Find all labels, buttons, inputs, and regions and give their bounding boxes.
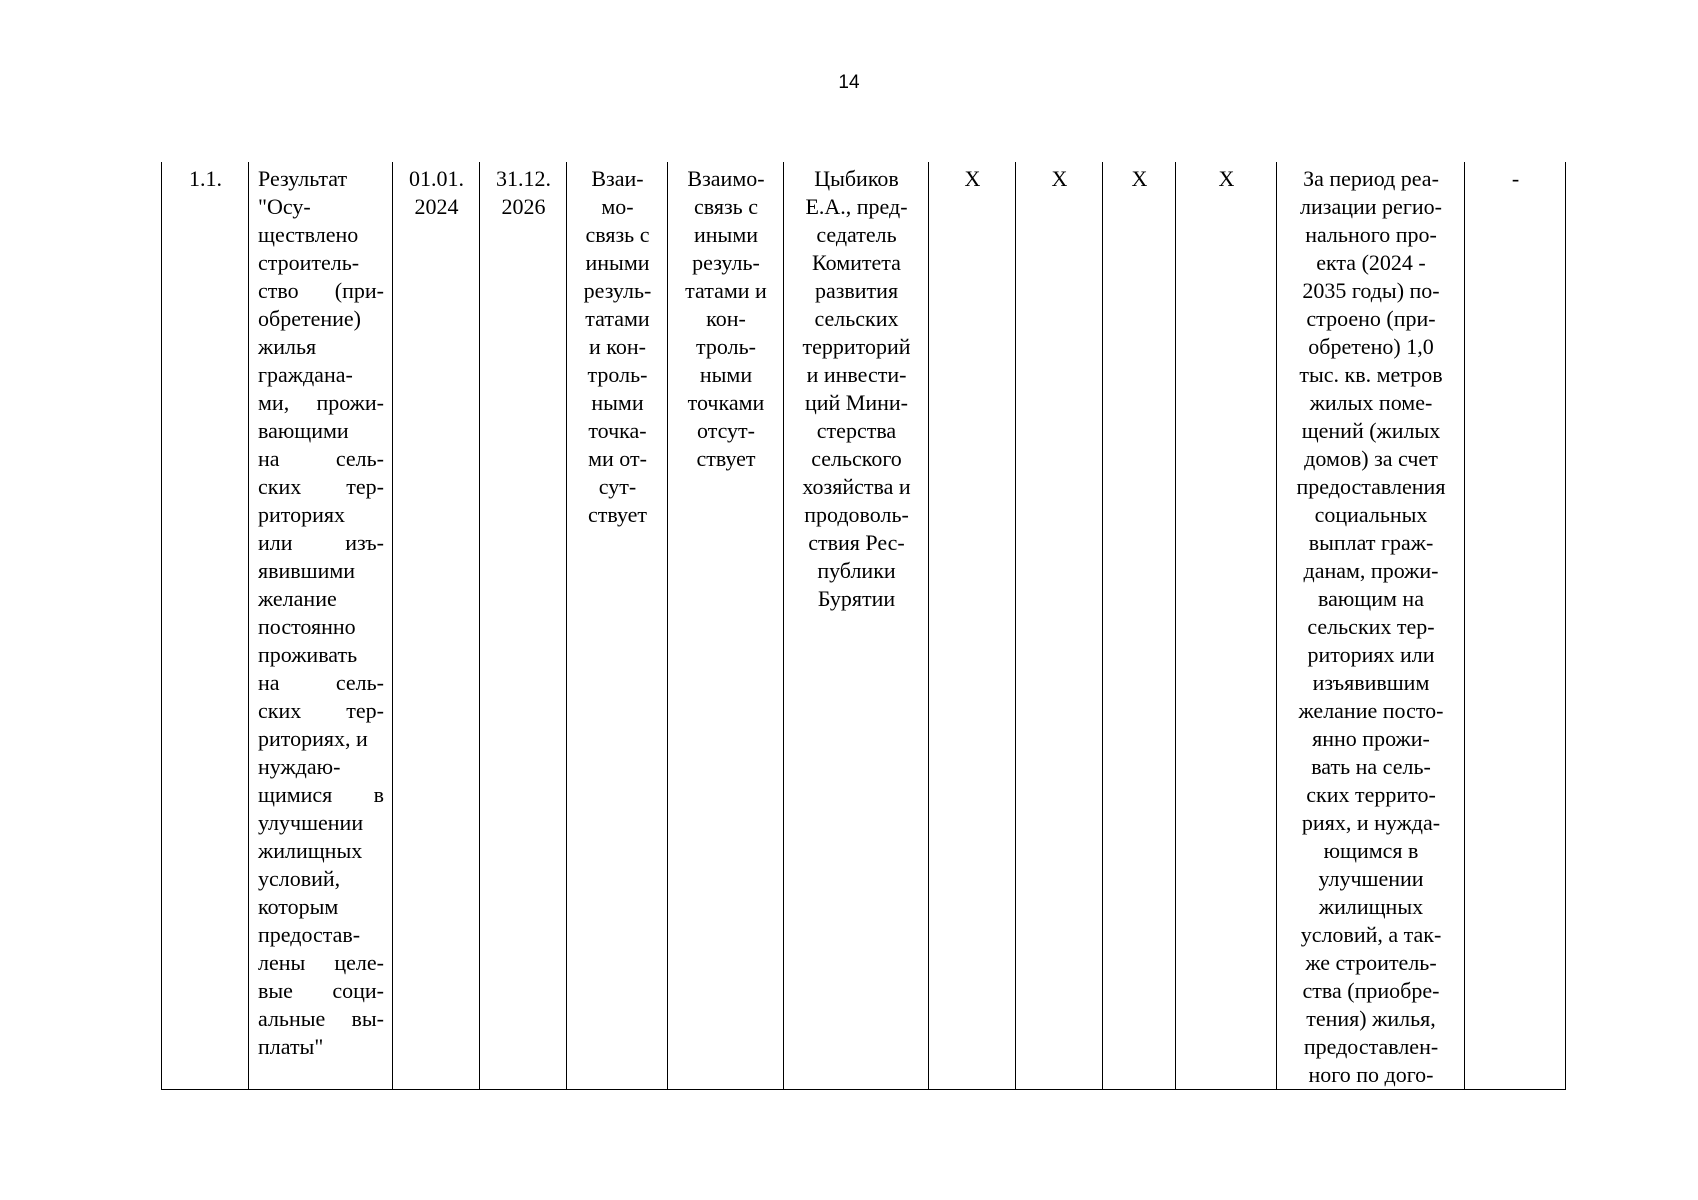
result-name-line: щимися в [258,782,384,807]
last-value-cell [1465,162,1566,1090]
description-line: екта (2024 - [1316,250,1426,275]
result-name-line: на сель- [258,670,384,695]
result-name-line: ских тер- [258,698,384,723]
result-name-line: жилья [258,334,317,359]
description-line: жилищных [1318,894,1424,919]
result-name-line: на сель- [258,446,384,471]
result-name-line: ство (при- [258,278,384,303]
description-line: изъявившим [1312,670,1430,695]
relation-text-line: Взаи- [591,166,644,191]
x-mark-cell-2 [1016,162,1103,1090]
result-name-line: предостав- [258,922,361,947]
x-mark-cell-1 [929,162,1016,1090]
description-line: нального про- [1305,222,1437,247]
result-name-line: риториях [258,502,345,527]
result-name-line: строитель- [258,250,360,275]
description-line: риях, и нужда- [1301,810,1441,835]
responsible-line: Комитета [812,250,901,275]
description-line: строено (при- [1306,306,1436,331]
description-line: улучшении [1318,866,1424,891]
description-line: тения) жилья, [1306,1006,1436,1031]
relation-cell-2 [668,162,784,1090]
result-name-line: явившими [258,558,356,583]
description-line: обретено) 1,0 [1308,334,1434,359]
description-line: социальных [1314,502,1428,527]
description-line: За период реа- [1303,166,1439,191]
relation-text-line: татами и [685,278,767,303]
relation-text-line: отсут- [696,418,755,443]
responsible-line: публики [817,558,896,583]
relation-text-line: сут- [598,474,637,499]
relation-text-line: ствует [587,502,648,527]
result-name-line: ми, прожи- [258,390,384,415]
result-name-line: или изъ- [258,530,384,555]
description-line: ства (приобре- [1302,978,1440,1003]
description-line: вать на сель- [1311,754,1431,779]
result-name-line: платы" [258,1034,324,1059]
description-line: же строитель- [1305,950,1437,975]
x-mark: X [1131,166,1148,191]
responsible-line: сельского [811,446,902,471]
description-line: лизации регио- [1300,194,1442,219]
responsible-line: Цыбиков [814,166,899,191]
description-line: сельских тер- [1307,614,1435,639]
responsible-line: стерства [816,418,897,443]
results-table [161,162,1566,1090]
result-name-line: улучшении [258,810,364,835]
responsible-line: продоволь- [804,502,909,527]
responsible-line: ций Мини- [804,390,909,415]
result-name-line: постоянно [258,614,356,639]
responsible-line: сельских [814,306,899,331]
responsible-line: хозяйства и [802,474,911,499]
description-line: жилых поме- [1309,390,1433,415]
relation-text-line: татами [585,306,650,331]
description-line: вающим на [1318,586,1424,611]
result-name-line: ществлено [258,222,359,247]
relation-text-line: иными [585,250,650,275]
relation-text-line: связь с [585,222,650,247]
page-number: 14 [838,72,860,93]
relation-text-line: троль- [587,362,648,387]
row-number-cell [162,162,249,1090]
relation-text-line: точками [687,390,765,415]
description-line: ющимся в [1323,838,1419,863]
description-line: предоставления [1296,474,1446,499]
result-name-line: жилищных [258,838,363,863]
x-mark: X [964,166,981,191]
description-line: 2035 годы) по- [1302,278,1440,303]
result-name-line: условий, [258,866,341,891]
result-name-line: "Осу- [258,194,311,219]
relation-text-line: связь с [694,194,758,219]
result-name-line: альные вы- [258,1006,384,1031]
result-name-line: граждана- [258,362,353,387]
last-value: - [1511,166,1520,191]
responsible-line: территорий [802,334,911,359]
relation-text-line: резуль- [692,250,760,275]
relation-cell-1 [567,162,668,1090]
description-line: домов) за счет [1304,446,1438,471]
result-name-line: риториях, и [258,726,368,751]
relation-text-line: ствует [696,446,756,471]
end-date-line: 31.12. [496,166,551,191]
result-name-line: которым [258,894,339,919]
description-line: щений (жилых [1301,418,1441,443]
result-name-line: лены целе- [258,950,384,975]
result-name-line: нуждаю- [258,754,341,779]
description-cell [1277,162,1465,1090]
relation-text-line: мо- [601,194,634,219]
description-line: тыс. кв. метров [1299,362,1443,387]
relation-text-line: ми от- [588,446,647,471]
responsible-cell [784,162,929,1090]
description-line: выплат граж- [1308,530,1434,555]
description-line: предоставлен- [1303,1034,1439,1059]
responsible-line: Бурятии [817,586,896,611]
relation-text-line: точка- [588,418,647,443]
table-row [162,162,1566,1090]
result-name-line: Результат [258,166,348,191]
responsible-line: ствия Рес- [808,530,905,555]
result-name-line: вающими [258,418,349,443]
x-mark-cell-4 [1176,162,1277,1090]
x-mark: X [1218,166,1235,191]
result-name-cell [249,162,393,1090]
x-mark: X [1051,166,1068,191]
responsible-line: и инвести- [806,362,907,387]
relation-text-line: иными [693,222,759,247]
description-line: ских террито- [1306,782,1436,807]
relation-text-line: Взаимо- [687,166,765,191]
description-line: условий, а так- [1300,922,1442,947]
result-name-line: желание [258,586,337,611]
result-name-line: вые соци- [258,978,384,1003]
start-date-cell [393,162,480,1090]
end-date-cell [480,162,567,1090]
responsible-line: седатель [816,222,897,247]
row-number: 1.1. [189,166,222,191]
relation-text-line: резуль- [583,278,652,303]
responsible-line: развития [814,278,899,303]
relation-text-line: троль- [696,334,756,359]
relation-text-line: ными [591,390,644,415]
description-line: риториях или [1307,642,1435,667]
result-name-line: обретение) [258,306,361,331]
relation-text-line: кон- [706,306,746,331]
result-name-line: ских тер- [258,474,384,499]
result-name-line: проживать [258,642,358,667]
description-line: ного по дого- [1308,1062,1434,1087]
description-line: данам, прожи- [1303,558,1439,583]
start-date-line: 2024 [414,194,459,219]
x-mark-cell-3 [1103,162,1176,1090]
relation-text-line: ными [699,362,753,387]
start-date-line: 01.01. [409,166,464,191]
description-line: янно прожи- [1312,726,1430,751]
relation-text-line: и кон- [589,334,646,359]
description-line: желание посто- [1298,698,1444,723]
end-date-line: 2026 [501,194,546,219]
responsible-line: Е.А., пред- [805,194,908,219]
